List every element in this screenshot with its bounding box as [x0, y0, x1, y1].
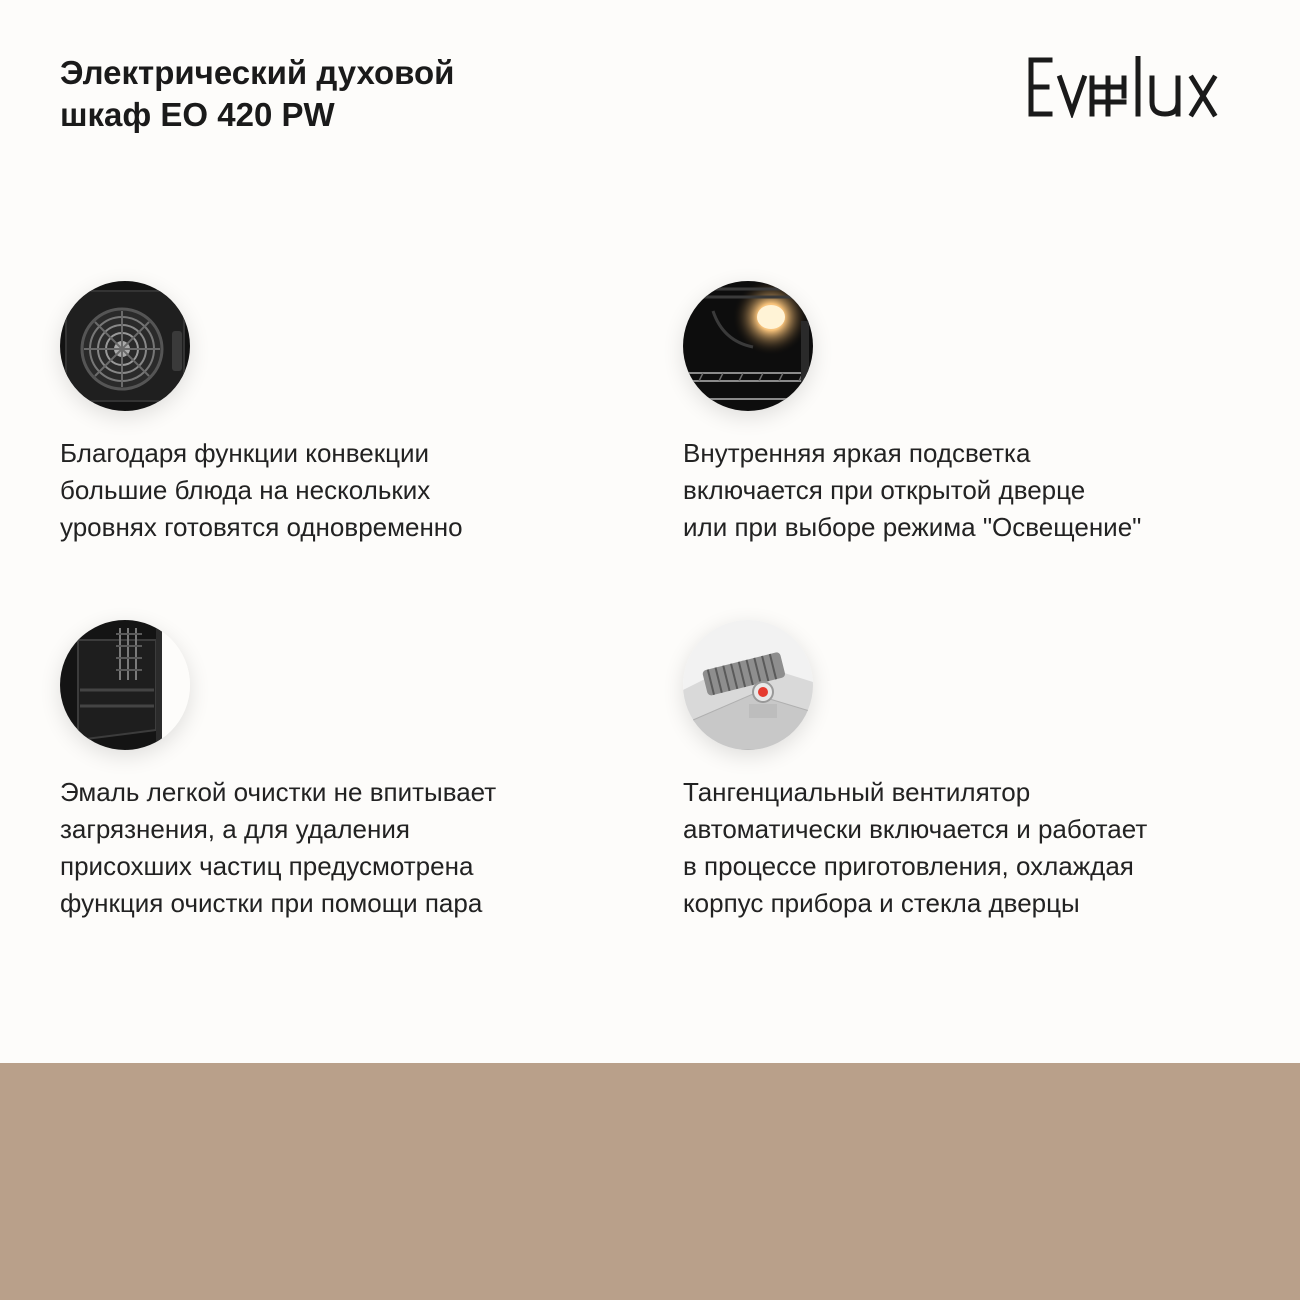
- feature-text-line: загрязнения, а для удаления: [60, 814, 410, 844]
- footer-band: [0, 1063, 1300, 1300]
- feature-tangential-fan: [683, 620, 1283, 922]
- feature-text-line: Тангенциальный вентилятор: [683, 777, 1031, 807]
- feature-convection: [60, 281, 660, 546]
- enamel-cavity-icon: [60, 620, 190, 750]
- feature-text-line: присохших частиц предусмотрена: [60, 851, 474, 881]
- page-title-line-1: Электрический духовой: [60, 54, 455, 91]
- feature-text-line: или при выборе режима "Освещение": [683, 512, 1142, 542]
- feature-text-line: в процессе приготовления, охлаждая: [683, 851, 1134, 881]
- feature-text-line: Благодаря функции конвекции: [60, 438, 430, 468]
- feature-description: [60, 774, 660, 922]
- page-title-line-2: шкаф EO 420 PW: [60, 96, 335, 133]
- feature-text-line: Эмаль легкой очистки не впитывает: [60, 777, 497, 807]
- feature-enamel: [60, 620, 660, 922]
- feature-description: [683, 435, 1283, 546]
- tangential-fan-icon: [683, 620, 813, 750]
- feature-description: [683, 774, 1283, 922]
- oven-light-icon: [683, 281, 813, 411]
- feature-text-line: уровнях готовятся одновременно: [60, 512, 463, 542]
- convection-fan-icon: [60, 281, 190, 411]
- feature-text-line: функция очистки при помощи пара: [60, 888, 483, 918]
- brand-logo: [1028, 56, 1242, 118]
- feature-text-line: большие блюда на нескольких: [60, 475, 431, 505]
- feature-text-line: Внутренняя яркая подсветка: [683, 438, 1031, 468]
- feature-lighting: [683, 281, 1283, 546]
- feature-text-line: корпус прибора и стекла дверцы: [683, 888, 1080, 918]
- feature-text-line: автоматически включается и работает: [683, 814, 1148, 844]
- page-title: [60, 52, 620, 136]
- feature-text-line: включается при открытой дверце: [683, 475, 1086, 505]
- feature-description: [60, 435, 660, 546]
